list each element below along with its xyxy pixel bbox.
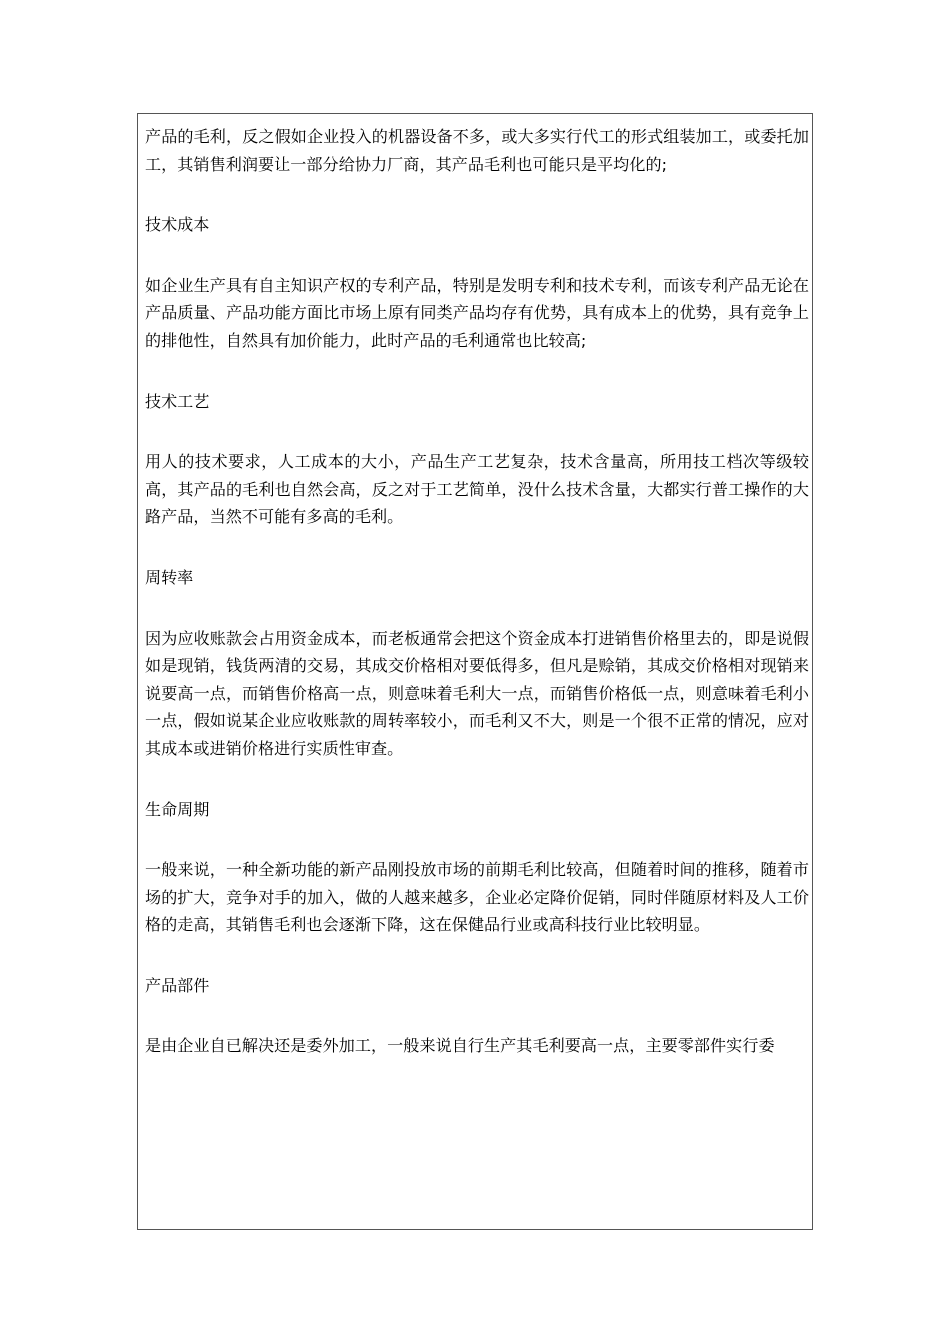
paragraph-turnover-rate: 因为应收账款会占用资金成本，而老板通常会把这个资金成本打进销售价格里去的，即是说假如是现销，钱货两清的交易，其成交价格相对要低得多，但凡是赊销，其成交价格相对现销来说要高一点，而销售价格高一点，则意味着毛利大一点，而销售价格低一点，则意味着毛利小一点，假如说某企业应收账款的周转率较小，而毛利又不大，则是一个很不正常的情况，应对其成本或进销价格进行实质性审查。: [145, 628, 809, 758]
paragraph-life-cycle: 一般来说，一种全新功能的新产品刚投放市场的前期毛利比较高，但随着时间的推移，随着市场的扩大，竞争对手的加入，做的人越来越多，企业必定降价促销，同时伴随原材料及人工价格的走高，其销售毛利也会逐渐下降，这在保健品行业或高科技行业比较明显。: [145, 860, 809, 935]
paragraph-technology-process: 用人的技术要求，人工成本的大小，产品生产工艺复杂，技术含量高，所用技工档次等级较高，其产品的毛利也自然会高，反之对于工艺简单，没什么技术含量，大都实行普工操作的大路产品，当然不可能有多高的毛利。: [145, 452, 809, 527]
paragraph-technology-cost: 如企业生产具有自主知识产权的专利产品，特别是发明专利和技术专利，而该专利产品无论在产品质量、产品功能方面比市场上原有同类产品均存有优势，具有成本上的优势，具有竞争上的排他性，自然具有加价能力，此时产品的毛利通常也比较高;: [145, 275, 809, 350]
heading-turnover-rate: 周转率: [145, 567, 194, 587]
heading-life-cycle: 生命周期: [145, 799, 210, 819]
heading-technology-cost: 技术成本: [145, 215, 210, 235]
paragraph-product-parts: 是由企业自已解决还是委外加工，一般来说自行生产其毛利要高一点，主要零部件实行委: [145, 1036, 775, 1056]
document-content: [145, 123, 809, 1060]
heading-product-parts: 产品部件: [145, 975, 210, 995]
paragraph-outsourcing: 产品的毛利，反之假如企业投入的机器设备不多，或大多实行代工的形式组装加工，或委托加工，其销售利润要让一部分给协力厂商，其产品毛利也可能只是平均化的;: [145, 127, 809, 174]
heading-technology-process: 技术工艺: [145, 391, 210, 411]
document-frame: [137, 113, 813, 1230]
